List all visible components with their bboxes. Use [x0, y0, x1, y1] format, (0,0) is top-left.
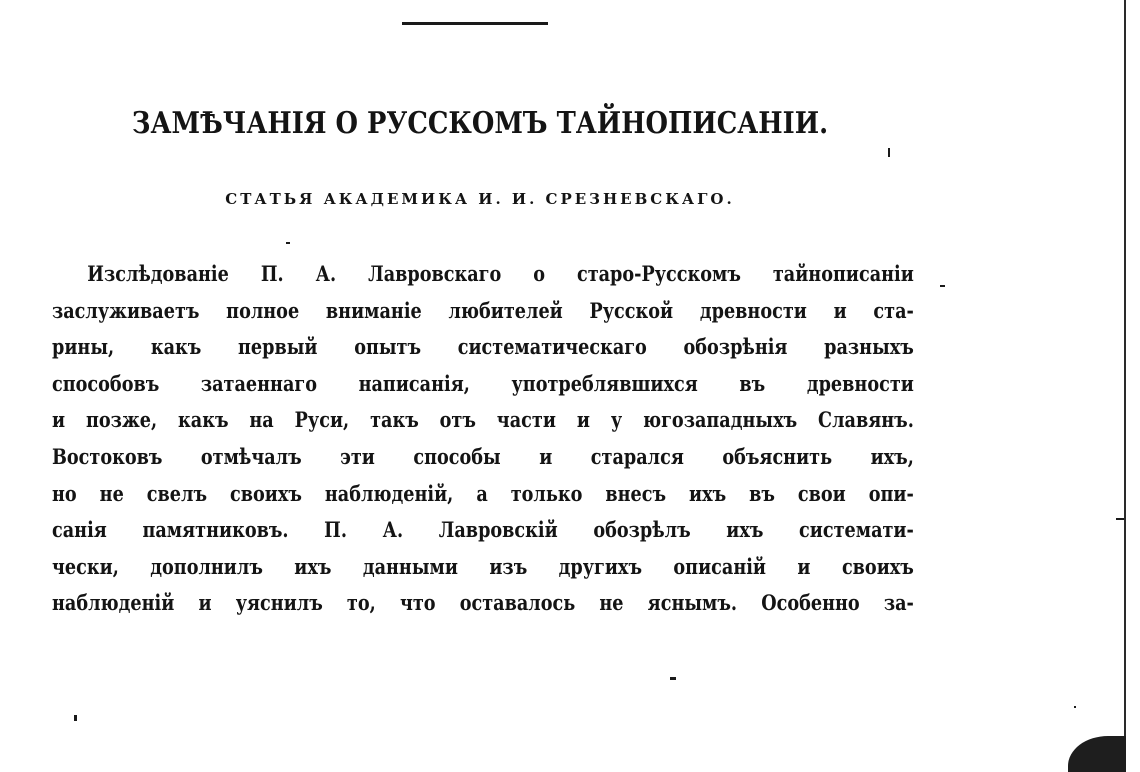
body-line: рины, какъ первый опытъ систематическаго обозрѣнія разныхъ — [52, 334, 914, 360]
scan-speck — [888, 148, 890, 157]
scan-speck — [74, 715, 77, 721]
article-title: ЗАМѢЧАНІЯ О РУССКОМЪ ТАЙНОПИСАНІИ. — [131, 106, 829, 141]
body-line: но не свелъ своихъ наблюденій, а только внесъ ихъ въ свои опи- — [52, 480, 914, 506]
page-edge-right — [1124, 0, 1126, 772]
article-subtitle: СТАТЬЯ АКАДЕМИКА И. И. СРЕЗНЕВСКАГО. — [225, 190, 735, 208]
article-body — [52, 256, 914, 622]
body-line: и позже, какъ на Руси, такъ отъ части и у югозападныхъ Славянъ. — [52, 407, 914, 433]
body-line: способовъ затаеннаго написанія, употреблявшихся въ древности — [52, 370, 914, 396]
scan-speck — [286, 242, 290, 244]
body-line: заслуживаетъ полное вниманіе любителей Русской древности и ста- — [52, 297, 914, 323]
body-line: Изслѣдованіе П. А. Лавровскаго о старо-Русскомъ тайнописаніи — [87, 261, 914, 286]
header-rule — [402, 22, 548, 25]
body-line: Востоковъ отмѣчалъ эти способы и старался объяснить ихъ, — [52, 443, 914, 469]
scan-speck — [670, 677, 676, 680]
scan-speck — [940, 285, 945, 287]
body-line: чески, дополнилъ ихъ данными изъ другихъ описаній и своихъ — [52, 553, 914, 579]
body-line: наблюденій и уяснилъ то, что оставалось не яснымъ. Особенно за- — [52, 590, 914, 616]
page-curl-shadow — [1068, 736, 1126, 772]
body-line: санія памятниковъ. П. А. Лавровскій обозрѣлъ ихъ системати- — [52, 517, 914, 543]
scan-speck — [1116, 518, 1124, 520]
scan-speck — [1074, 706, 1076, 708]
